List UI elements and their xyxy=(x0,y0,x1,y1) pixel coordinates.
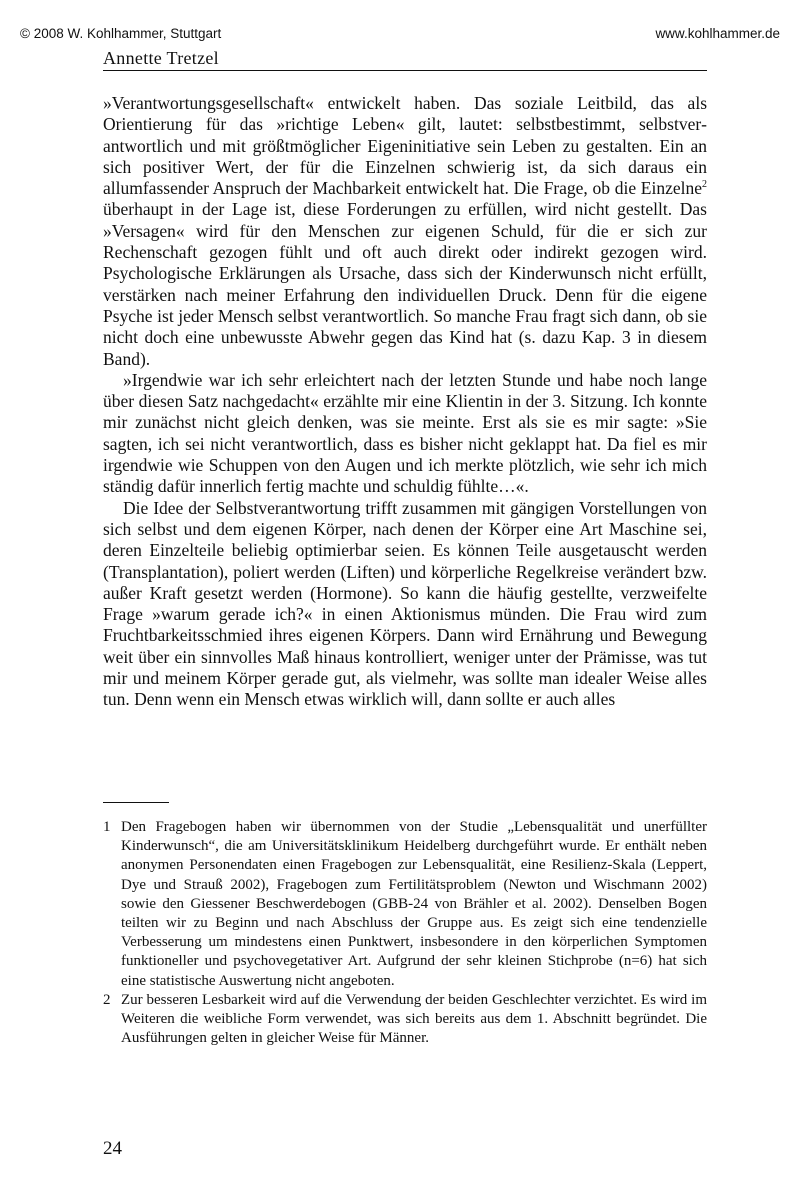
footnote-number: 2 xyxy=(103,991,111,1008)
footnotes xyxy=(103,818,707,1048)
publisher-website: www.kohlhammer.de xyxy=(655,26,780,41)
footnote-rule xyxy=(103,802,169,803)
paragraph-1-part-b: überhaupt in der Lage ist, diese Forderungen zu erfüllen, wird nicht gestellt. Das »Versagen« wird für den Menschen zur eigenen Schuld, für die er sich zur Rechenschaft gezogen fühlt und oft auch direkt oder indirekt gezogen wird. Psychologische Erklärungen als Ursache, dass sich der Kinderwunsch nicht erfüllt, verstärken nach meiner Erfahrung den individuellen Druck. Denn für die eigene Psyche ist jeder Mensch selbst verantwortlich. So manche Frau fragt sich dann, ob sie nicht doch eine unbewusste Abwehr gegen das Kind hat (s. dazu Kap. 3 in diesem Band). xyxy=(103,199,707,369)
paragraph-1 xyxy=(103,93,707,370)
paragraph-3: Die Idee der Selbstverantwortung trifft zusammen mit gängigen Vorstellungen von sich selbst und dem eigenen Körper, nach denen der Körper eine Art Maschine sei, deren Einzelteile beliebig optimierbar seien. Es können Teile ausgetauscht werden (Transplantation), poliert werden (Liften) und körperliche Regelkreise verändert bzw. außer Kraft gesetzt werden (Hormone). So kann die häufig gestellte, verzweifelte Frage »warum gerade ich?« in einen Aktionismus münden. Die Frau wird zum Fruchtbarkeitsschmied ihres eigenen Körpers. Dann wird Ernährung und Bewegung weit über ein sinnvolles Maß hinaus kontrolliert, weniger unter der Prämisse, was tut mir und meinem Körper gerade gut, als vielmehr, was sollte man idealer Weise alles tun. Denn wenn ein Mensch etwas wirklich will, dann sollte er auch alles xyxy=(103,497,707,710)
footnote-2 xyxy=(103,991,707,1049)
header-rule xyxy=(103,70,707,71)
footnote-number: 1 xyxy=(103,819,111,835)
footnote-1 xyxy=(103,818,707,991)
footnote-text: Zur besseren Lesbarkeit wird auf die Verwendung der beiden Geschlechter verzichtet. Es wird im Weiteren die weibliche Form verwendet, was sich bereits aus dem 1. Abschnitt begründet. Die Ausführungen gelten in gleicher Weise für Männer. xyxy=(121,991,707,1047)
copyright-notice: © 2008 W. Kohlhammer, Stuttgart xyxy=(20,26,222,41)
body-text xyxy=(103,93,707,711)
page-number: 24 xyxy=(103,1138,122,1159)
paragraph-2: »Irgendwie war ich sehr erleichtert nach der letzten Stunde und habe noch lange über diesen Satz nachgedacht« erzählte mir eine Klientin in der 3. Sitzung. Ich konnte mir zunächst nicht gleich denken, was sie meinte. Erst als sie es mir sagte: »Sie sagten, ich sei nicht verantwortlich, dass es bisher nicht geklappt hat. Da fiel es mir irgendwie wie Schuppen von den Augen und ich merkte plötzlich, wie sehr ich mich ständig dafür innerlich fertig machte und schuldig fühlte…«. xyxy=(103,369,707,497)
footnote-ref-2: 2 xyxy=(702,179,707,191)
running-header-author: Annette Tretzel xyxy=(103,48,219,68)
footnote-text: Den Fragebogen haben wir übernommen von der Studie „Lebensqualität und unerfüllter Kinderwunsch“, die am Universitätsklinikum Heidelberg durchgeführt wurde. Er enthält neben anonymen Personendaten einen Fragebogen zur Lebensqualität, eine Resilienz-Skala (Leppert, Dye und Strauß 2002), Fragebogen zum Fertilitätsproblem (Newton und Wischmann 2002) sowie den Giessener Beschwerdebogen (GBB-24 von Brähler et al. 2002). Denselben Bogen teilten wir zu Beginn und nach Abschluss der Gruppe aus. Es zeigt sich eine tendenzielle Verbesserung um mindestens einen Punktwert, insbesondere in den körperlichen Symptomen funktioneller und psychovegetativer Art. Aufgrund der sehr kleinen Stichprobe (n=6) hat sich eine statistische Auswertung nicht angeboten. xyxy=(121,819,707,989)
paragraph-1-part-a: »Verantwortungsgesellschaft« entwickelt haben. Das soziale Leitbild, das als Orientierung für das »richtige Leben« gilt, lautet: selbstbestimmt, selbstverantwortlich und mit größtmöglicher Eigeninitiative sein Leben zu gestalten. Ein an sich positiver Wert, der für die Einzelnen schwierig ist, da sich daraus ein allumfassender Anspruch der Machbarkeit entwickelt hat. Die Frage, ob die Einzelne xyxy=(103,93,707,199)
